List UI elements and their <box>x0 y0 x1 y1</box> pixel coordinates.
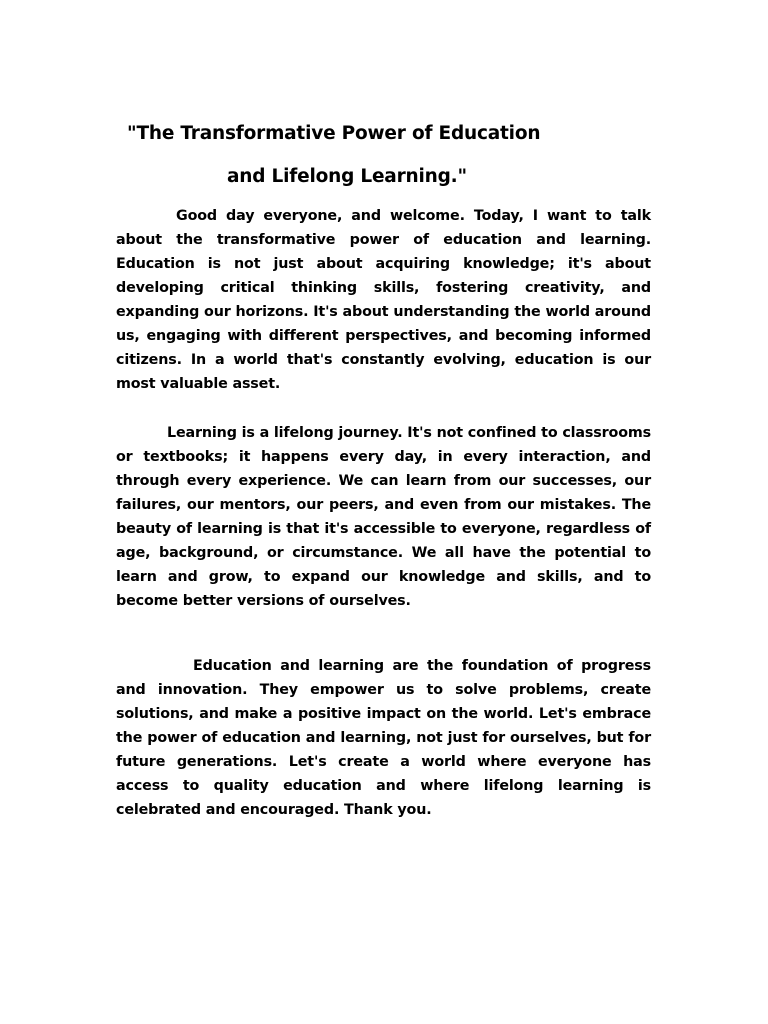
paragraph-2: Learning is a lifelong journey. It's not confined to classrooms or textbooks; it happens every day, in every interaction, and through every experience. We can learn from our successes, our failures, our mentors, our peers, and even from our mistakes. The beauty of learning is that it's accessible to everyone, regardless of age, background, or circumstance. We all have the potential to learn and grow, to expand our knowledge and skills, and to become better versions of ourselves. <box>116 425 651 609</box>
paragraph-1: Good day everyone, and welcome. Today, I want to talk about the transformative power of education and learning. Education is not just about acquiring knowledge; it's about developing critical thinking skills, fostering creativity, and expanding our horizons. It's about understanding the world around us, engaging with different perspectives, and becoming informed citizens. In a world that's constantly evolving, education is our most valuable asset. <box>116 208 651 392</box>
document-title-line-2: and Lifelong Learning." <box>227 166 467 187</box>
document-title-line-1: "The Transformative Power of Education <box>127 123 541 144</box>
paragraph-3: Education and learning are the foundation of progress and innovation. They empower us to solve problems, create solutions, and make a positive impact on the world. Let's embrace the power of education and learning, not just for ourselves, but for future generations. Let's create a world where everyone has access to quality education and where lifelong learning is celebrated and encouraged. Thank you. <box>116 658 651 818</box>
